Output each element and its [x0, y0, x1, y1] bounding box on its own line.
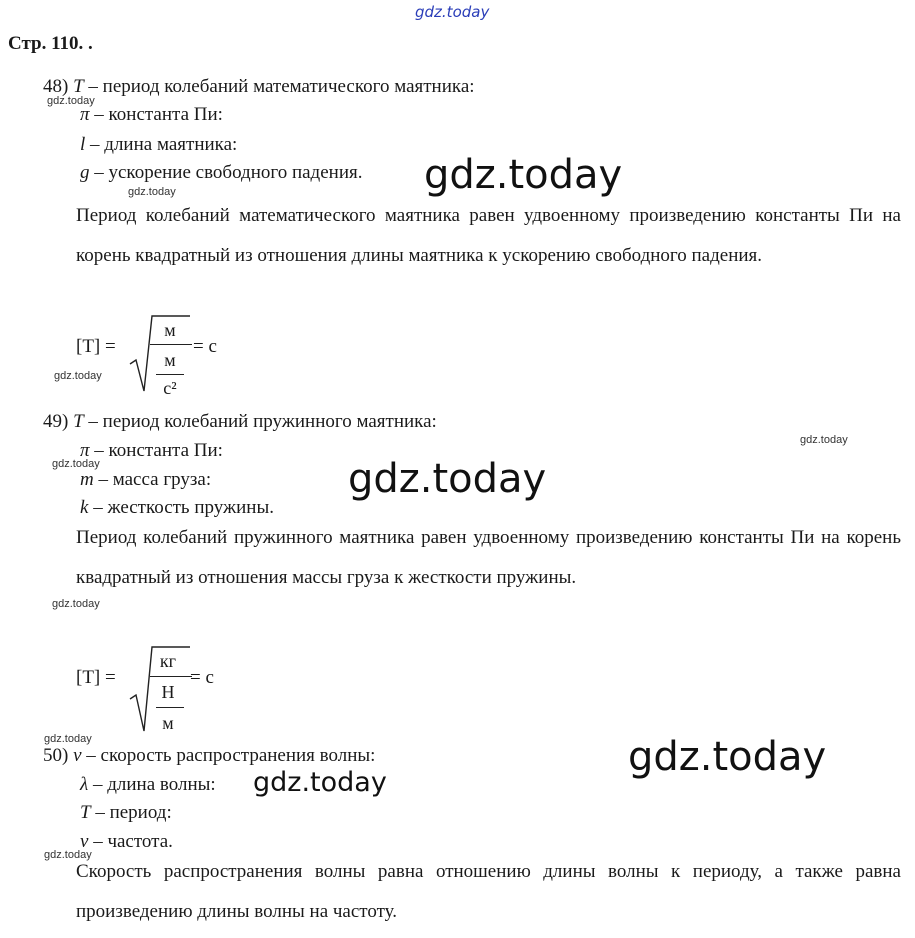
sec48-line-3: [80, 134, 237, 156]
sec48-number: 48): [43, 76, 69, 97]
sec50-paragraph: Скорость распространения волны равна отношению длины волны к периоду, а также равна произведению длины волны на частоту.: [76, 861, 901, 922]
sec50-desc: – скорость распространения волны:: [86, 745, 376, 766]
watermark-small: gdz.today: [44, 733, 92, 745]
sec48-symbol: π: [80, 104, 90, 125]
frac-line: [150, 676, 192, 677]
sec50-desc: – период:: [95, 802, 172, 823]
sec49-frac-den-num: Н: [161, 682, 175, 702]
sec48-desc: – период колебаний математического маятника:: [88, 76, 475, 97]
sec50-line-3: [80, 802, 172, 824]
sec50-symbol: ν: [80, 831, 89, 852]
sec48-frac-num: м: [164, 320, 176, 340]
sec50-line-4: [80, 831, 173, 853]
sec49-number: 49): [43, 411, 69, 432]
sec49-symbol: m: [80, 469, 94, 490]
sec48-symbol: T: [73, 76, 84, 97]
sec49-line-4: [80, 497, 274, 519]
sec48-desc: – константа Пи:: [94, 104, 223, 125]
sec48-frac-den-den: с²: [163, 378, 177, 398]
sec48-paragraph: Период колебаний математического маятника равен удвоенному произведению константы Пи на корень квадратный из отношения длины маятника к ускорению свободного падения.: [76, 205, 901, 266]
sec48-symbol: g: [80, 162, 90, 183]
sec48-desc: – ускорение свободного падения.: [94, 162, 363, 183]
sec48-line-1: [43, 76, 475, 98]
watermark-small: gdz.today: [44, 849, 92, 861]
sec50-desc: – длина волны:: [92, 774, 216, 795]
watermark-large: gdz.today: [348, 456, 547, 502]
sec49-symbol: k: [80, 497, 89, 518]
sec49-line-1: [43, 411, 437, 433]
watermark-small: gdz.today: [52, 458, 100, 470]
sec50-desc: – частота.: [93, 831, 173, 852]
frac-line: [156, 374, 184, 375]
watermark-small: gdz.today: [800, 434, 848, 446]
sec49-desc: – константа Пи:: [94, 440, 223, 461]
sec49-desc: – масса груза:: [98, 469, 212, 490]
sec48-symbol: l: [80, 134, 86, 155]
sec48-desc: – длина маятника:: [90, 134, 238, 155]
page-heading: Стр. 110. .: [8, 33, 93, 54]
watermark-medium: gdz.today: [253, 767, 387, 798]
sec50-number: 50): [43, 745, 69, 766]
watermark-small: gdz.today: [52, 598, 100, 610]
sec49-paragraph: Период колебаний пружинного маятника равен удвоенному произведению константы Пи на корень квадратный из отношения массы груза к жесткости пружины.: [76, 527, 901, 588]
frac-line: [156, 707, 184, 708]
sec50-line-2: [80, 774, 216, 796]
sec50-symbol: λ: [80, 774, 89, 795]
sec48-line-2: [80, 104, 223, 126]
watermark-top: gdz.today: [415, 3, 490, 21]
watermark-small: gdz.today: [54, 370, 102, 382]
watermark-small: gdz.today: [47, 95, 95, 107]
watermark-large: gdz.today: [424, 152, 623, 198]
sec49-frac-num: кг: [159, 651, 177, 671]
sec50-symbol: T: [80, 802, 91, 823]
sec50-symbol: v: [73, 745, 82, 766]
sec49-formula-rhs: = с: [190, 667, 214, 688]
sec49-formula-lhs: [T] =: [76, 667, 116, 688]
sec49-line-3: [80, 469, 211, 491]
sec48-line-4: [80, 162, 362, 184]
watermark-small: gdz.today: [128, 186, 176, 198]
sec49-line-2: [80, 440, 223, 462]
sec50-line-1: [43, 745, 375, 767]
sec49-desc: – период колебаний пружинного маятника:: [88, 411, 437, 432]
sec49-desc: – жесткость пружины.: [93, 497, 274, 518]
sec49-frac-den-den: м: [162, 713, 174, 733]
sec49-symbol: T: [73, 411, 84, 432]
sec48-formula-lhs: [T] =: [76, 336, 116, 357]
sec49-symbol: π: [80, 440, 90, 461]
sec48-frac-den-num: м: [164, 350, 176, 370]
sec48-formula-rhs: = с: [193, 336, 217, 357]
frac-line: [150, 344, 192, 345]
watermark-large: gdz.today: [628, 734, 827, 780]
